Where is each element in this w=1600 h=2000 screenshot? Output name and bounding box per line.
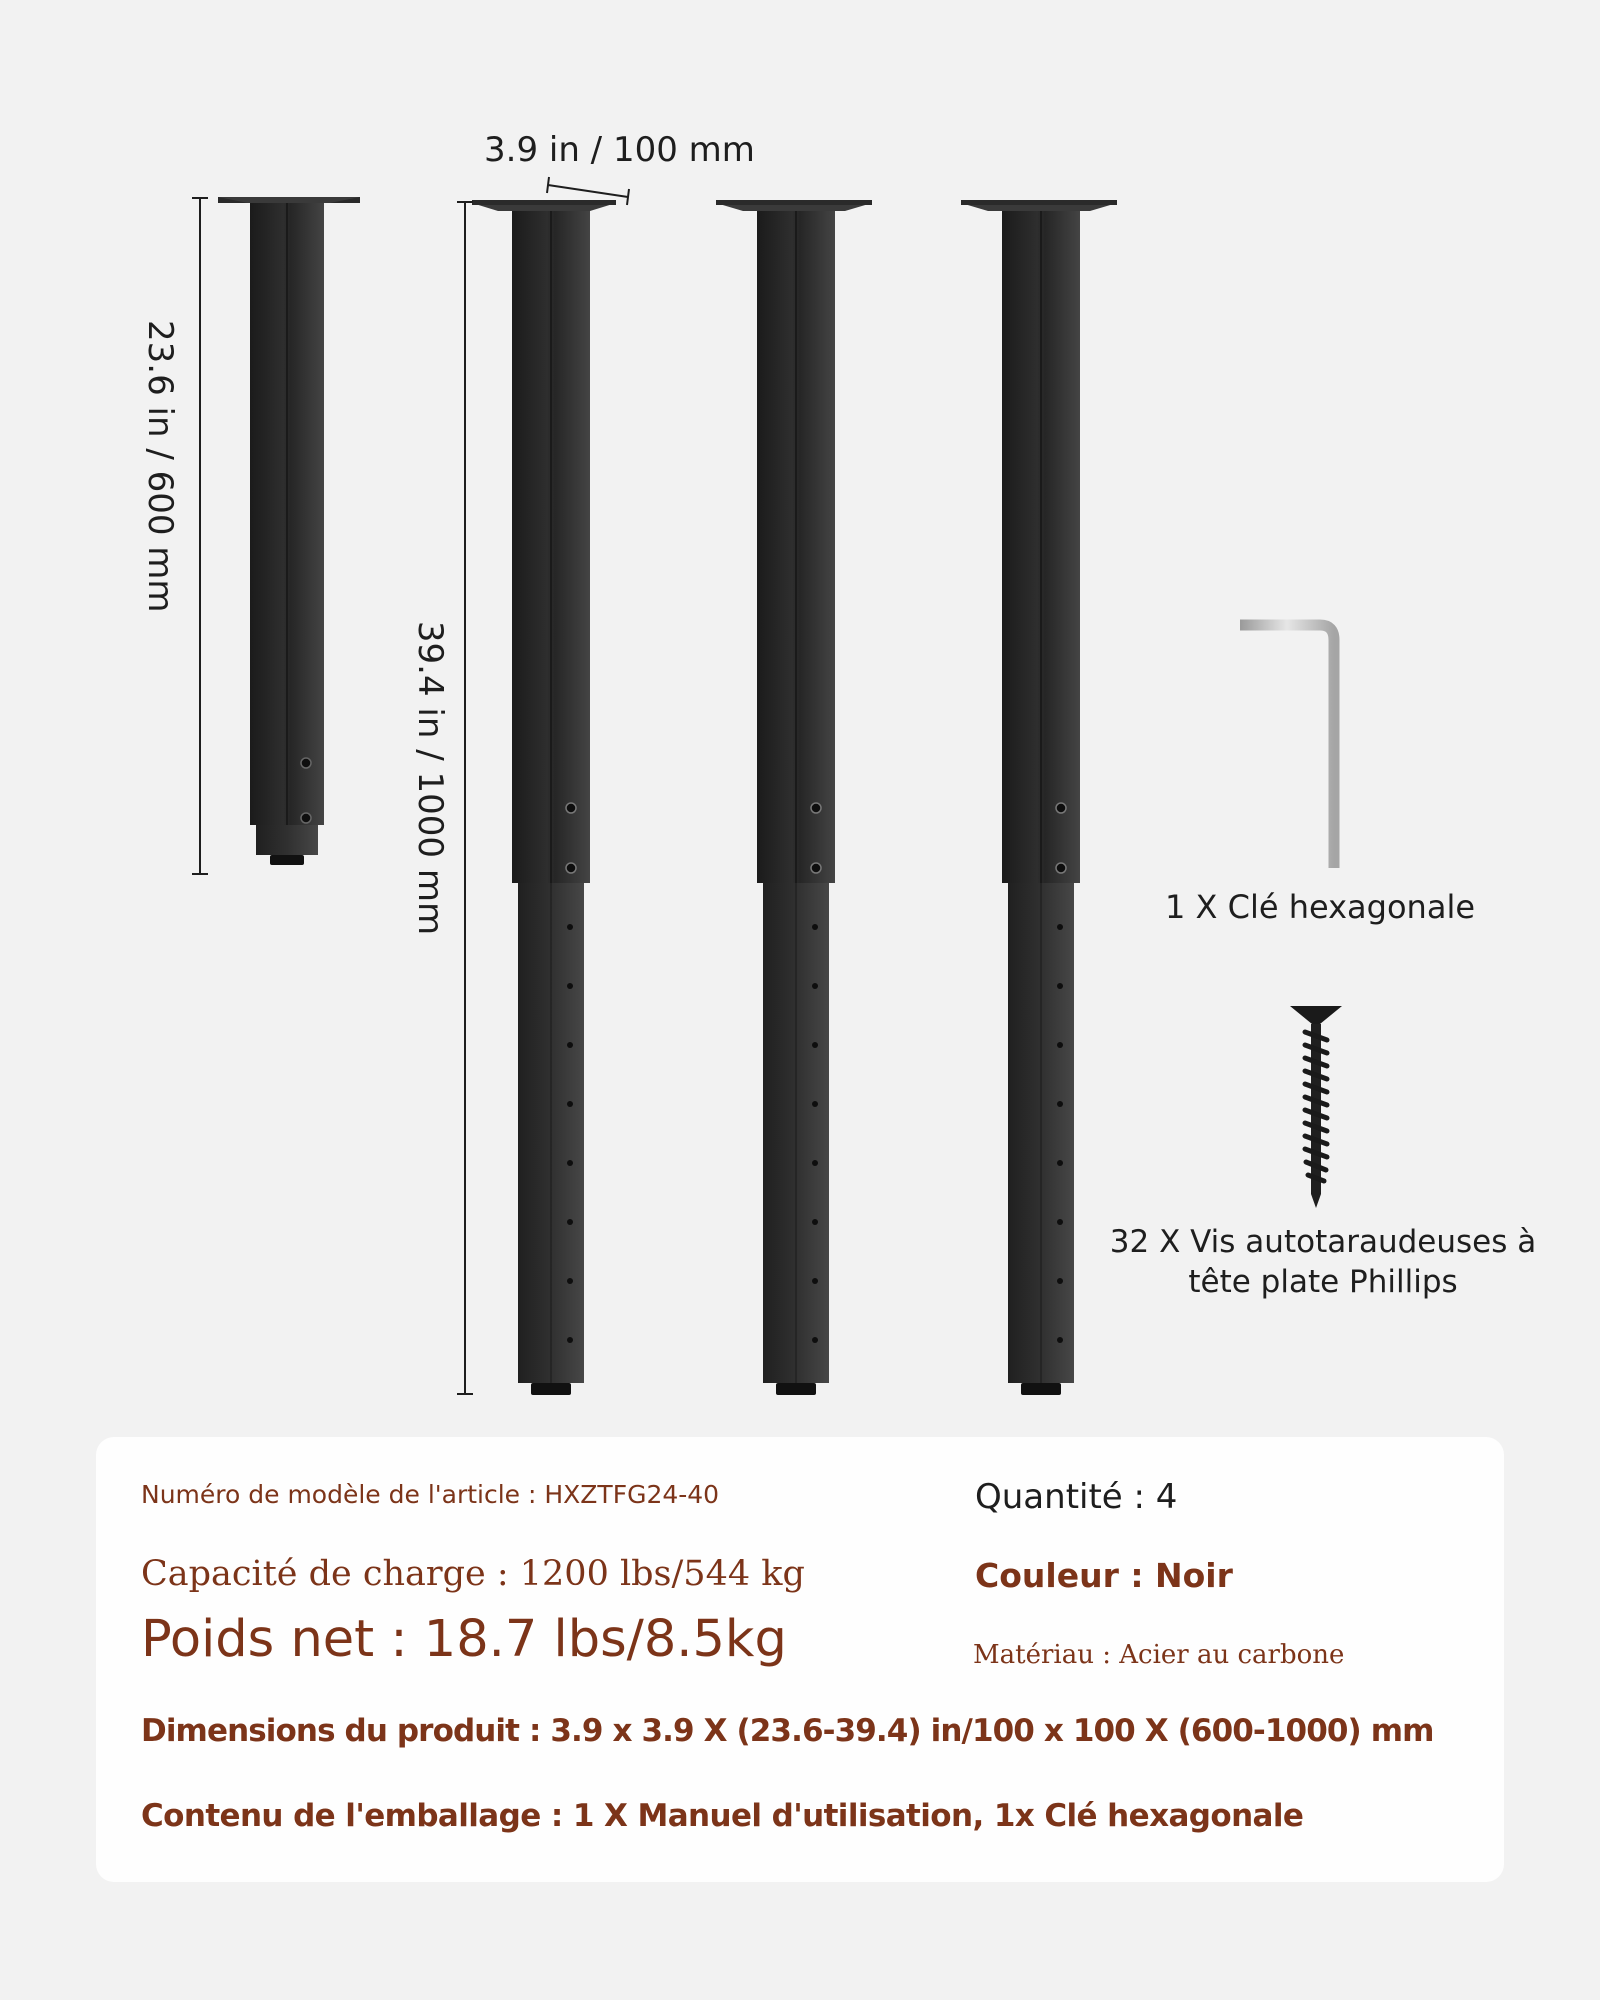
net-weight: Poids net : 18.7 lbs/8.5kg [141, 1610, 787, 1669]
screws-label-line2: tête plate Phillips [1188, 1264, 1458, 1300]
tall-leg-dimension-line [457, 202, 473, 1394]
tall-height-dimension-label: 39.4 in / 1000 mm [410, 620, 450, 936]
short-table-leg [218, 197, 360, 865]
package-contents: Contenu de l'emballage : 1 X Manuel d'utilisation, 1x Clé hexagonale [141, 1798, 1304, 1834]
hex-key-icon [1240, 625, 1334, 868]
quantity: Quantité : 4 [975, 1477, 1178, 1517]
tall-table-leg-2 [716, 200, 872, 1395]
short-leg-dimension-line [192, 198, 208, 874]
load-capacity: Capacité de charge : 1200 lbs/544 kg [141, 1554, 805, 1594]
material: Matériau : Acier au carbone [973, 1640, 1345, 1670]
model-number: Numéro de modèle de l'article : HXZTFG24-40 [141, 1480, 720, 1509]
hex-key-label: 1 X Clé hexagonale [1164, 888, 1476, 926]
screws-label-line1: 32 X Vis autotaraudeuses à [1109, 1224, 1537, 1260]
tall-table-leg-3 [961, 200, 1117, 1395]
product-dimensions: Dimensions du produit : 3.9 x 3.9 X (23.6-39.4) in/100 x 100 X (600-1000) mm [141, 1713, 1434, 1749]
screw-icon [1290, 1006, 1342, 1208]
tall-table-leg-1 [472, 200, 616, 1395]
short-height-dimension-label: 23.6 in / 600 mm [140, 320, 180, 613]
color-spec: Couleur : Noir [975, 1556, 1233, 1595]
width-dimension-label: 3.9 in / 100 mm [484, 130, 755, 170]
